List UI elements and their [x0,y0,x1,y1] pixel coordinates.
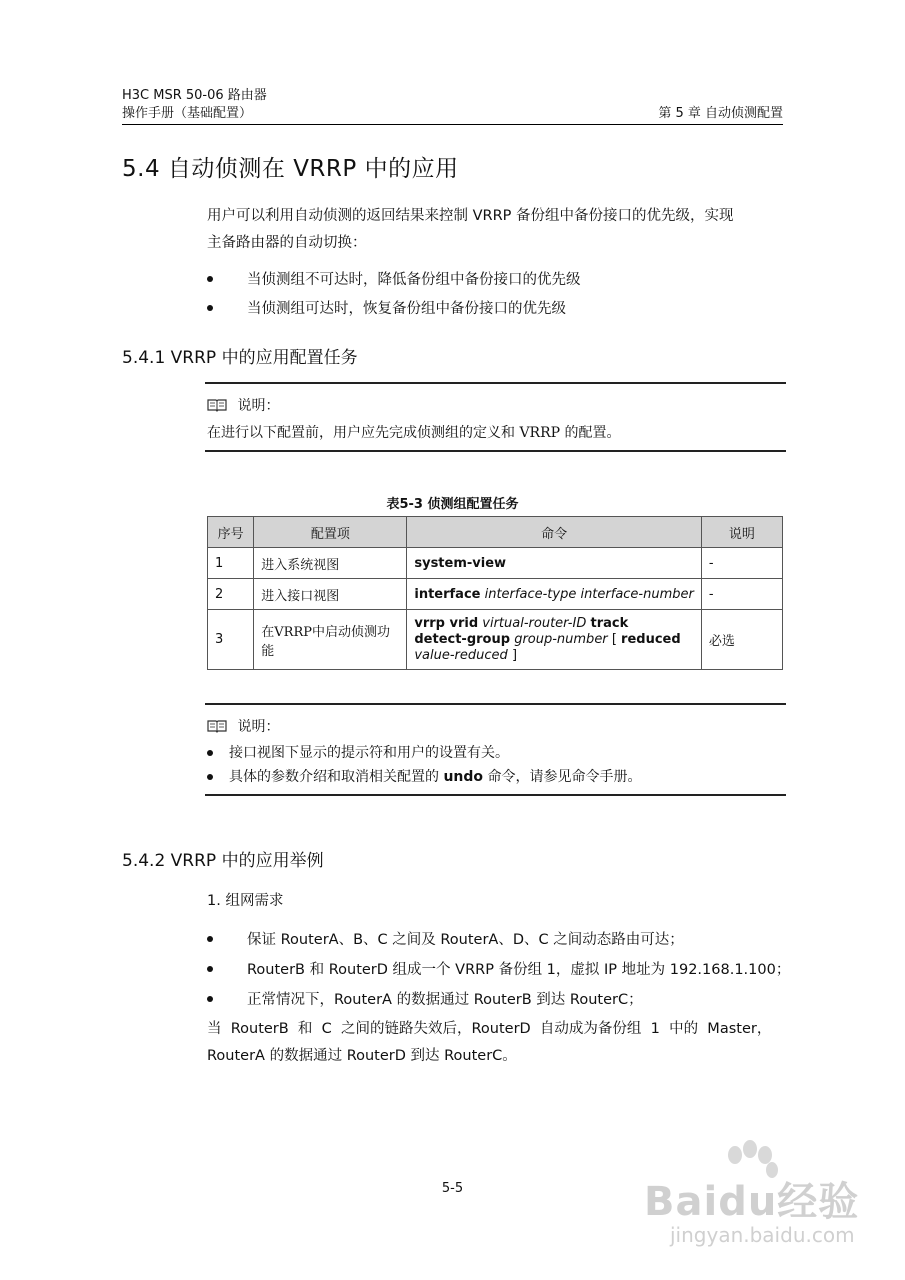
subsection1-title: 5.4.1 VRRP 中的应用配置任务 [122,348,358,368]
note2-top-rule [205,703,786,705]
cmd-argument: value-reduced [414,647,508,663]
header-rule [122,124,783,125]
note1-label: 说明： [237,398,280,414]
intro-line-1: 用户可以利用自动侦测的返回结果来控制 VRRP 备份组中备份接口的优先级，实现 [207,208,734,224]
note1-bottom-rule [205,450,786,452]
cmd-keyword: detect-group [414,631,511,647]
bullet-dot [207,936,213,942]
table-row [208,548,783,579]
note2-label-row [207,716,279,736]
cell-no: 3 [208,610,254,670]
cell-item: 进入系统视图 [254,548,407,579]
cmd-keyword: interface [414,586,481,602]
watermark-url: jingyan.baidu.com [670,1223,855,1247]
note2-bottom-rule [205,794,786,796]
cmd-keyword: reduced [621,631,681,647]
col-header-desc: 说明 [701,517,782,548]
cell-command [407,610,702,670]
note1-label-row [207,395,279,415]
table-row [208,610,783,670]
header-product: H3C MSR 50-06 路由器 [122,88,267,103]
cell-no: 2 [208,579,254,610]
book-icon [207,719,227,733]
cmd-bracket: ] [511,647,518,663]
bullet-dot [207,966,213,972]
requirements-title: 1. 组网需求 [207,893,284,909]
header-manual: 操作手册（基础配置） [122,106,253,121]
col-header-item: 配置项 [254,517,407,548]
cell-item: 在VRRP中启动侦测功能 [254,610,407,670]
cell-no: 1 [208,548,254,579]
config-task-table [207,516,783,670]
table-row [208,579,783,610]
cell-item: 进入接口视图 [254,579,407,610]
note1-top-rule [205,382,786,384]
failover-para-line-2: RouterA 的数据通过 RouterD 到达 RouterC。 [207,1048,517,1064]
table-header-row [208,517,783,548]
book-icon [207,398,227,412]
col-header-command: 命令 [407,517,702,548]
baidu-watermark [640,1140,880,1260]
table-caption: 表5-3 侦测组配置任务 [386,497,519,512]
bullet-dot [207,996,213,1002]
subsection2-title: 5.4.2 VRRP 中的应用举例 [122,851,324,871]
bullet-dot [207,774,213,780]
page-number: 5-5 [441,1181,464,1196]
cmd-bracket: [ [611,631,617,647]
cmd-keyword: vrrp vrid [414,615,479,631]
cmd-argument: virtual-router-ID [482,615,587,631]
cmd-argument: group-number [514,631,608,647]
note1-text: 在进行以下配置前，用户应先完成侦测组的定义和 VRRP 的配置。 [207,425,621,441]
section-title: 5.4 自动侦测在 VRRP 中的应用 [122,156,459,182]
cell-command: system-view [407,548,702,579]
cell-desc: - [701,548,782,579]
watermark-brand: Baidu经验 [644,1179,860,1225]
bullet-dot [207,276,213,282]
intro-line-2: 主备路由器的自动切换： [207,235,367,251]
cell-desc: - [701,579,782,610]
cmd-argument: interface-type interface-number [484,586,694,602]
cell-desc: 必选 [701,610,782,670]
header-chapter: 第 5 章 自动侦测配置 [658,106,783,121]
note2-label: 说明： [237,719,280,735]
cmd-keyword: track [590,615,629,631]
bullet-dot [207,750,213,756]
cell-command [407,579,702,610]
failover-para-line-1: 当 RouterB 和 C 之间的链路失效后，RouterD 自动成为备份组 1 中的 Master， [207,1021,772,1037]
undo-keyword: undo [443,769,484,785]
col-header-no: 序号 [208,517,254,548]
bullet-dot [207,305,213,311]
